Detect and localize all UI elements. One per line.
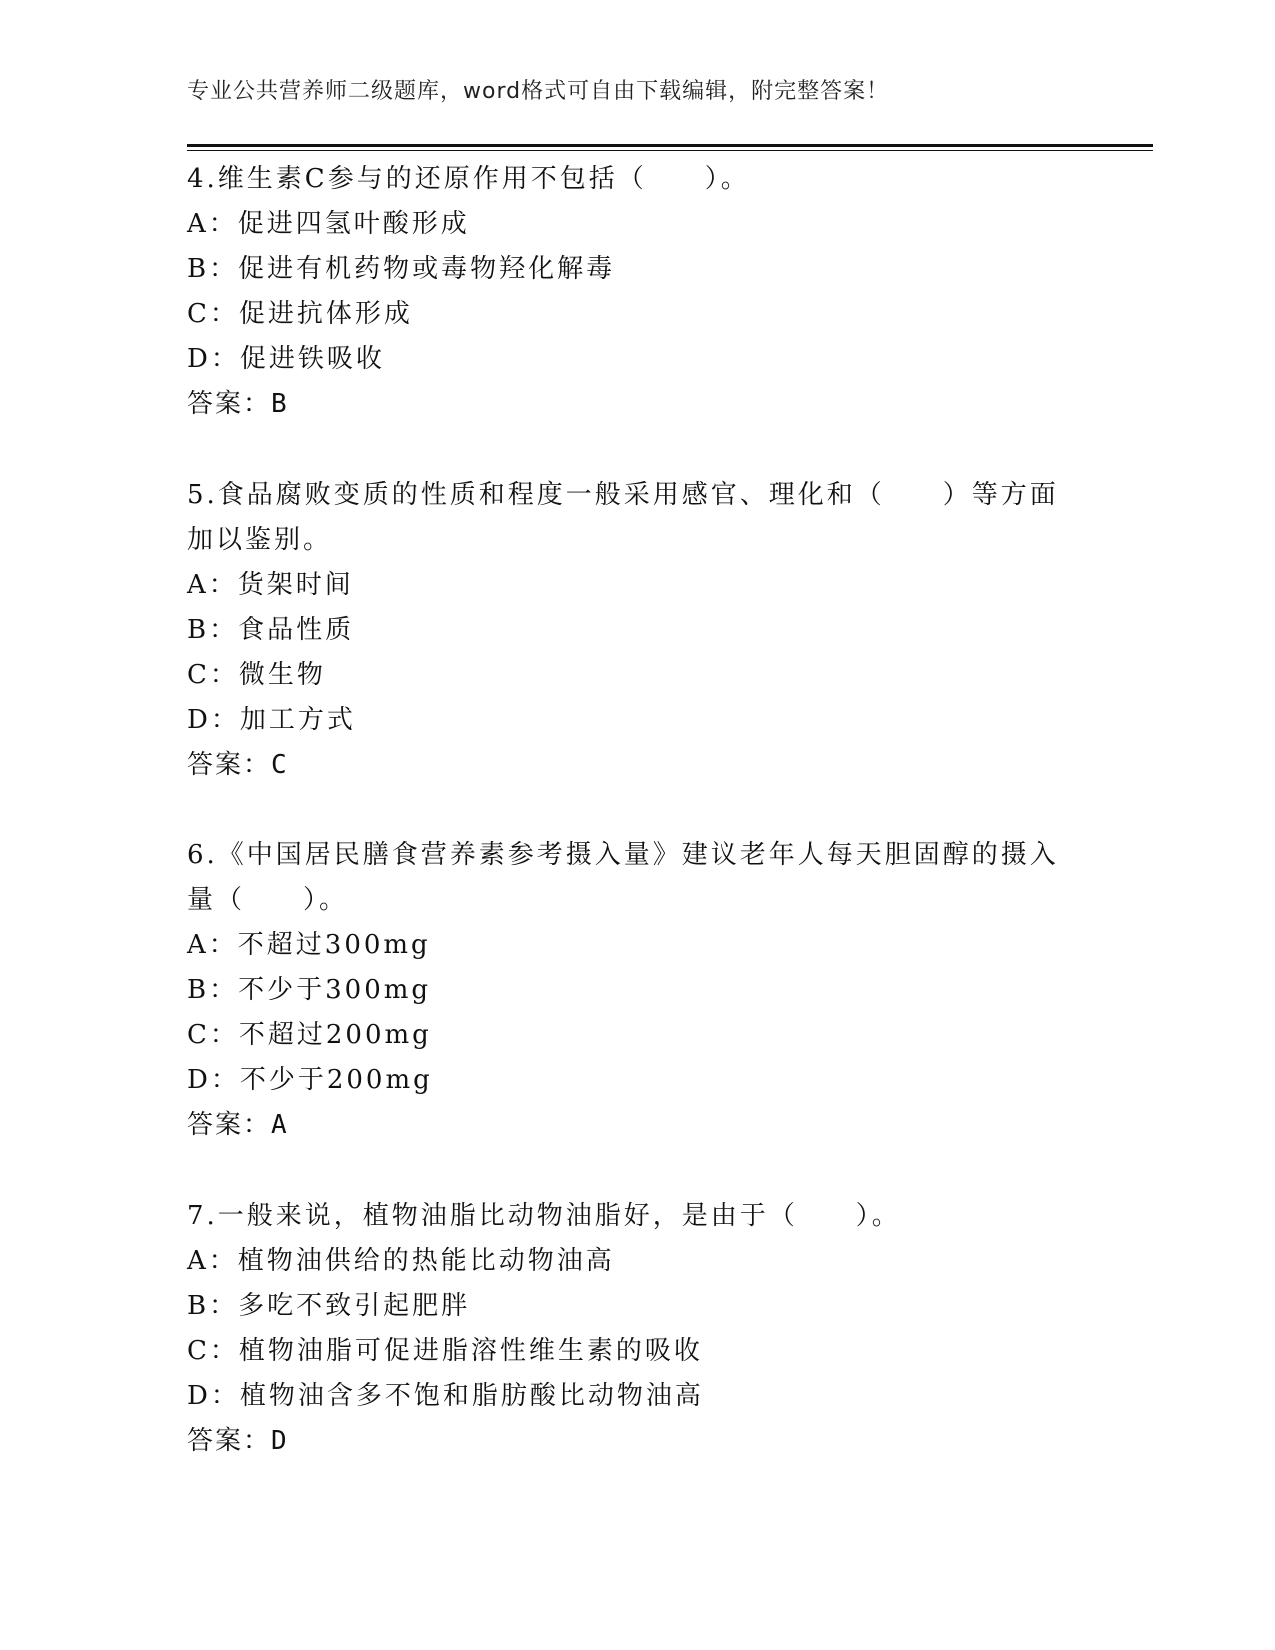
answer-label: 答案： bbox=[187, 750, 272, 780]
question-4-answer bbox=[187, 383, 289, 420]
question-4-option-a: A：促进四氢叶酸形成 bbox=[187, 209, 470, 239]
question-4-option-c: C：促进抗体形成 bbox=[187, 299, 413, 329]
question-5-option-a: A：货架时间 bbox=[187, 570, 354, 600]
question-6-stem: 6.《中国居民膳食营养素参考摄入量》建议老年人每天胆固醇的摄入 bbox=[187, 840, 1059, 870]
question-6-option-c: C：不超过200mg bbox=[187, 1020, 432, 1050]
question-6-option-b: B：不少于300mg bbox=[187, 975, 432, 1005]
header-rule-thin bbox=[187, 150, 1153, 151]
question-7-stem: 7.一般来说，植物油脂比动物油脂好，是由于（ ）。 bbox=[187, 1201, 901, 1231]
question-6-option-d: D：不少于200mg bbox=[187, 1065, 433, 1095]
question-5-stem-cont: 加以鉴别。 bbox=[187, 525, 333, 555]
question-4-option-b: B：促进有机药物或毒物羟化解毒 bbox=[187, 254, 616, 284]
question-7-option-d: D：植物油含多不饱和脂肪酸比动物油高 bbox=[187, 1381, 704, 1411]
answer-label: 答案： bbox=[187, 389, 272, 419]
answer-label: 答案： bbox=[187, 1426, 272, 1456]
question-6-answer bbox=[187, 1104, 289, 1141]
question-5-option-b: B：食品性质 bbox=[187, 615, 355, 645]
question-5-option-d: D：加工方式 bbox=[187, 705, 356, 735]
answer-value: B bbox=[271, 389, 289, 419]
question-7-option-b: B：多吃不致引起肥胖 bbox=[187, 1291, 471, 1321]
question-6-option-a: A：不超过300mg bbox=[187, 930, 431, 960]
question-4-option-d: D：促进铁吸收 bbox=[187, 344, 385, 374]
header-rule-thick bbox=[187, 144, 1153, 147]
question-7-option-a: A：植物油供给的热能比动物油高 bbox=[187, 1246, 615, 1276]
question-5-option-c: C：微生物 bbox=[187, 660, 326, 690]
question-6-stem-cont: 量（ ）。 bbox=[187, 885, 349, 915]
answer-value: D bbox=[271, 1426, 289, 1456]
question-5-stem: 5.食品腐败变质的性质和程度一般采用感官、理化和（ ）等方面 bbox=[187, 480, 1059, 510]
answer-value: A bbox=[271, 1110, 289, 1140]
page-header: 专业公共营养师二级题库，word格式可自由下载编辑，附完整答案！ bbox=[187, 79, 890, 104]
answer-value: C bbox=[271, 750, 289, 780]
answer-label: 答案： bbox=[187, 1110, 272, 1140]
question-5-answer bbox=[187, 744, 289, 781]
question-7-option-c: C：植物油脂可促进脂溶性维生素的吸收 bbox=[187, 1336, 703, 1366]
question-7-answer bbox=[187, 1420, 289, 1457]
question-4-stem: 4.维生素C参与的还原作用不包括（ ）。 bbox=[187, 164, 750, 194]
